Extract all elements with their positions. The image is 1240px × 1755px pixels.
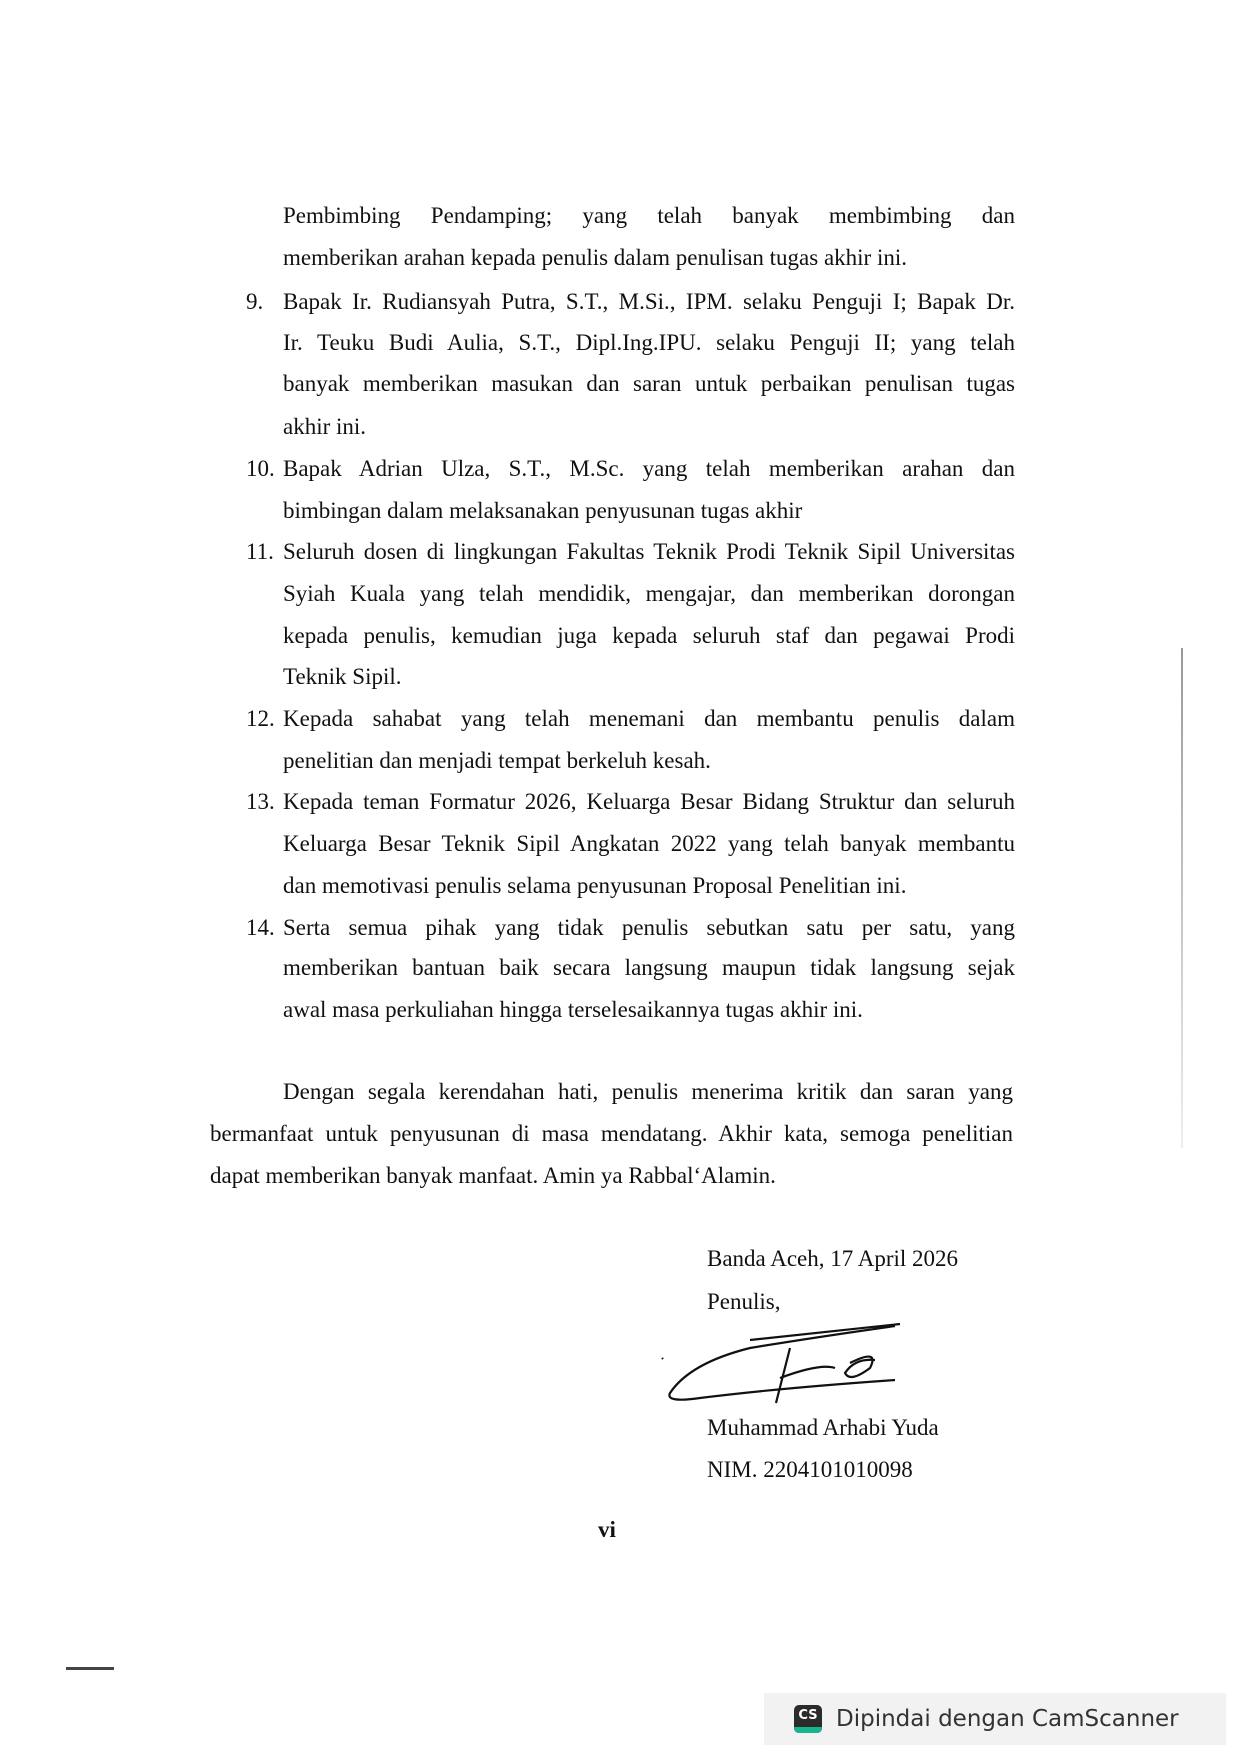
author-role: Penulis, — [707, 1289, 781, 1314]
author-name: Muhammad Arhabi Yuda — [707, 1415, 939, 1440]
list-item-line: Serta semua pihak yang tidak penulis sebutkan satu per satu, yang — [283, 915, 1015, 940]
list-item-line: memberikan bantuan baik secara langsung maupun tidak langsung sejak — [283, 955, 1015, 980]
scan-mark — [66, 1667, 114, 1670]
list-item-line: Teknik Sipil. — [283, 664, 402, 689]
list-item-number: 14. — [246, 915, 275, 940]
watermark-text: Dipindai dengan CamScanner — [836, 1706, 1179, 1732]
list-item-number: 13. — [246, 789, 275, 814]
text-line: memberikan arahan kepada penulis dalam penulisan tugas akhir ini. — [283, 245, 907, 270]
signature-image — [660, 1318, 920, 1408]
list-item-line: Bapak Adrian Ulza, S.T., M.Sc. yang telah memberikan arahan dan — [283, 456, 1015, 481]
page-number: vi — [598, 1517, 616, 1542]
list-item-number: 11. — [246, 539, 274, 564]
list-item-line: Seluruh dosen di lingkungan Fakultas Teknik Prodi Teknik Sipil Universitas — [283, 539, 1015, 564]
place-date: Banda Aceh, 17 April 2026 — [707, 1246, 959, 1271]
list-item-number: 9. — [246, 289, 264, 314]
list-item-number: 12. — [246, 706, 275, 731]
scan-edge-line — [1181, 648, 1183, 1148]
camscanner-watermark — [764, 1693, 1226, 1745]
list-item-line: kepada penulis, kemudian juga kepada seluruh staf dan pegawai Prodi — [283, 623, 1015, 648]
closing-paragraph-line: bermanfaat untuk penyusunan di masa mendatang. Akhir kata, semoga penelitian — [210, 1121, 1013, 1146]
list-item-number: 10. — [246, 456, 275, 481]
list-item-line: Kepada sahabat yang telah menemani dan membantu penulis dalam — [283, 706, 1015, 731]
list-item-line: Bapak Ir. Rudiansyah Putra, S.T., M.Si., IPM. selaku Penguji I; Bapak Dr. — [283, 289, 1015, 314]
closing-paragraph-line: dapat memberikan banyak manfaat. Amin ya Rabbal‘Alamin. — [210, 1163, 776, 1188]
list-item-line: Kepada teman Formatur 2026, Keluarga Besar Bidang Struktur dan seluruh — [283, 789, 1015, 814]
list-item-line: banyak memberikan masukan dan saran untuk perbaikan penulisan tugas — [283, 371, 1015, 396]
list-item-line: penelitian dan menjadi tempat berkeluh kesah. — [283, 748, 711, 773]
list-item-line: akhir ini. — [283, 414, 367, 439]
closing-paragraph-line: Dengan segala kerendahan hati, penulis menerima kritik dan saran yang — [283, 1079, 1013, 1104]
list-item-line: dan memotivasi penulis selama penyusunan Proposal Penelitian ini. — [283, 873, 907, 898]
author-nim: NIM. 2204101010098 — [707, 1457, 913, 1482]
camscanner-logo-icon: CS — [794, 1705, 822, 1733]
list-item-line: awal masa perkuliahan hingga terselesaikannya tugas akhir ini. — [283, 997, 863, 1022]
list-item-line: Keluarga Besar Teknik Sipil Angkatan 2022 yang telah banyak membantu — [283, 831, 1015, 856]
list-item-line: Syiah Kuala yang telah mendidik, mengajar, dan memberikan dorongan — [283, 581, 1015, 606]
list-item-line: Ir. Teuku Budi Aulia, S.T., Dipl.Ing.IPU. selaku Penguji II; yang telah — [283, 330, 1015, 355]
list-item-line: bimbingan dalam melaksanakan penyusunan tugas akhir — [283, 498, 803, 523]
text-line: Pembimbing Pendamping; yang telah banyak membimbing dan — [283, 203, 1015, 228]
